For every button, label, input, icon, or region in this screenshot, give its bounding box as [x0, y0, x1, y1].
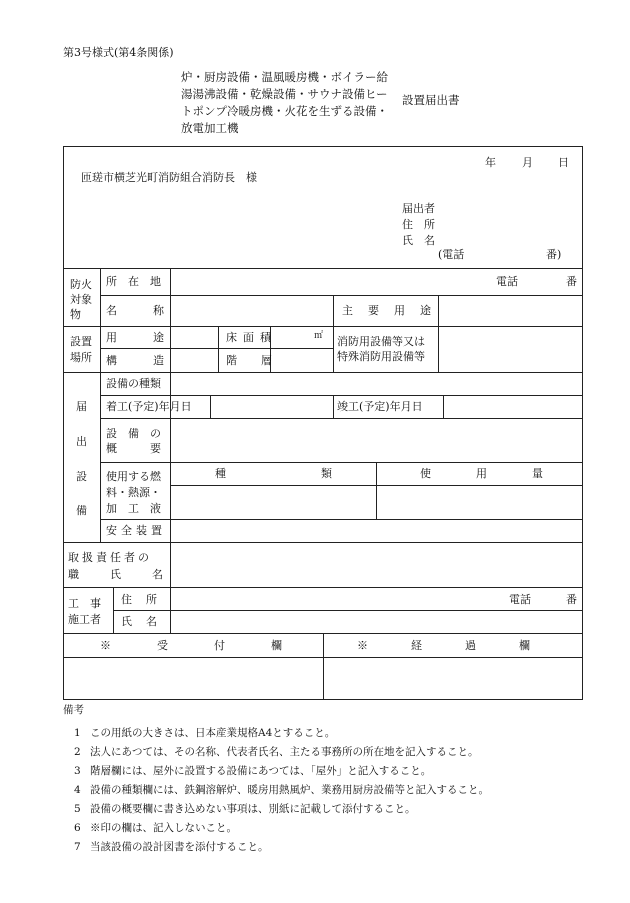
equipment-kind-label: 種類	[215, 467, 427, 480]
site-heading	[70, 334, 92, 366]
site-floor-area-label: 床面積	[226, 331, 277, 344]
divider	[218, 326, 219, 372]
note-text: ※印の欄は、記入しないこと。	[90, 822, 237, 834]
site-structure-label: 構造	[106, 354, 200, 367]
contractor-address-label: 住所	[121, 593, 171, 606]
equipment-type-label: 設備の種類	[106, 377, 161, 390]
object-phone-end: 番	[566, 275, 577, 288]
equipment-fuel-line: 使用する燃	[106, 470, 161, 483]
equipment-heading-char: 備	[76, 504, 87, 517]
applicant-phone-label: (電話	[438, 248, 465, 261]
note-number: 6	[74, 822, 81, 834]
equipment-fuel-label	[106, 469, 161, 517]
object-heading	[70, 277, 92, 322]
date-month-label: 月	[522, 156, 533, 169]
contractor-name-label: 氏名	[121, 615, 171, 628]
divider	[100, 295, 583, 296]
divider	[333, 395, 334, 418]
contractor-heading-line: 工 事	[68, 597, 101, 610]
note-item	[74, 725, 335, 740]
title-line: 湯湯沸設備・乾燥設備・サウナ設備ヒー	[181, 87, 388, 101]
equipment-overview-label	[106, 426, 161, 456]
divider	[443, 395, 444, 418]
divider	[63, 268, 583, 269]
object-heading-line: 防火	[70, 278, 92, 291]
equipment-overview-line: 設 備 の	[106, 427, 161, 440]
manager-label-line: 職 氏 名	[68, 568, 166, 581]
contractor-phone-label: 電話	[509, 593, 531, 606]
divider	[100, 395, 583, 396]
equipment-end-date-label: 竣工(予定)年月日	[337, 400, 423, 413]
equipment-start-date-label: 着工(予定)年月日	[106, 400, 192, 413]
site-area-unit: ㎡	[314, 331, 324, 341]
note-number: 5	[74, 803, 81, 815]
site-floor-label: 階層	[226, 354, 296, 367]
contractor-heading	[68, 596, 101, 628]
object-phone-label: 電話	[496, 275, 518, 288]
title-line: トポンプ冷暖房機・火花を生ずる設備・	[181, 104, 388, 118]
note-number: 1	[74, 727, 81, 739]
divider	[100, 519, 583, 520]
manager-label	[68, 549, 166, 583]
site-fire-equipment-label	[337, 334, 425, 364]
title-line: 放電加工機	[181, 121, 239, 135]
equipment-fuel-line: 加 工 液	[106, 502, 161, 515]
object-name-label: 名称	[106, 304, 200, 317]
divider	[100, 462, 583, 463]
contractor-heading-line: 施工者	[68, 613, 101, 626]
equipment-fuel-line: 料・熱源・	[106, 486, 161, 499]
divider	[210, 395, 211, 418]
applicant-phone-end: 番)	[546, 248, 562, 261]
note-number: 2	[74, 746, 81, 758]
object-location-label: 所在地	[106, 275, 172, 288]
note-text: 当該設備の設計図書を添付すること。	[90, 841, 269, 853]
divider	[333, 295, 334, 372]
object-heading-line: 対象	[70, 293, 92, 306]
divider	[100, 348, 333, 349]
equipment-safety-label: 安全装置	[106, 524, 166, 537]
note-item	[74, 744, 479, 759]
divider	[113, 610, 583, 611]
note-number: 4	[74, 784, 81, 796]
divider	[100, 418, 583, 419]
divider	[113, 587, 114, 633]
divider	[63, 542, 583, 543]
object-heading-line: 物	[70, 308, 81, 321]
divider	[63, 326, 583, 327]
site-fire-equipment-line: 消防用設備等又は	[337, 335, 425, 348]
equipment-heading-char: 設	[76, 470, 87, 483]
contractor-phone-end: 番	[566, 593, 577, 606]
note-item	[74, 801, 416, 816]
addressee: 匝瑳市横芝光町消防組合消防長 様	[81, 171, 257, 184]
date-day-label: 日	[558, 156, 569, 169]
note-number: 3	[74, 765, 81, 777]
equipment-usage-label: 使用量	[420, 467, 588, 480]
note-text: この用紙の大きさは、日本産業規格A4とすること。	[90, 727, 336, 739]
form-number: 第3号様式(第4条関係)	[63, 46, 174, 59]
form-title	[181, 69, 388, 137]
equipment-overview-line: 概 要	[106, 442, 161, 455]
applicant-address-label: 住 所	[402, 218, 435, 231]
site-use-label: 用途	[106, 331, 200, 344]
applicant-name-label: 氏 名	[402, 234, 435, 247]
progress-column-label: ※経過欄	[357, 639, 573, 652]
reception-column-label: ※受付欄	[100, 639, 328, 652]
note-number: 7	[74, 841, 81, 853]
site-fire-equipment-line: 特殊消防用設備等	[337, 350, 425, 363]
site-heading-line: 設置	[70, 335, 92, 348]
equipment-heading-char: 出	[76, 435, 87, 448]
divider	[63, 587, 583, 588]
notes-title: 備考	[63, 704, 84, 716]
date-year-label: 年	[485, 156, 496, 169]
note-text: 法人にあつては、その名称、代表者氏名、主たる事務所の所在地を記入すること。	[90, 746, 479, 758]
note-item	[74, 839, 269, 854]
title-line: 炉・厨房設備・温風暖房機・ボイラー給	[181, 70, 388, 84]
object-main-use-label: 主要用途	[342, 304, 446, 317]
note-text: 設備の概要欄に書き込めない事項は、別紙に記載して添付すること。	[90, 803, 416, 815]
note-item	[74, 820, 237, 835]
equipment-heading-char: 届	[76, 400, 87, 413]
manager-label-line: 取扱責任者の	[68, 551, 152, 564]
site-heading-line: 場所	[70, 351, 92, 364]
note-text: 設備の種類欄には、鉄鋼溶解炉、暖房用熱風炉、業務用厨房設備等と記入すること。	[90, 784, 489, 796]
form-title-suffix: 設置届出書	[402, 93, 460, 107]
applicant-label: 届出者	[402, 202, 435, 215]
divider	[63, 372, 583, 373]
note-text: 階層欄には、屋外に設置する設備にあつては、「屋外」と記入すること。	[90, 765, 432, 777]
note-item	[74, 782, 489, 797]
divider	[100, 268, 101, 542]
note-item	[74, 763, 431, 778]
